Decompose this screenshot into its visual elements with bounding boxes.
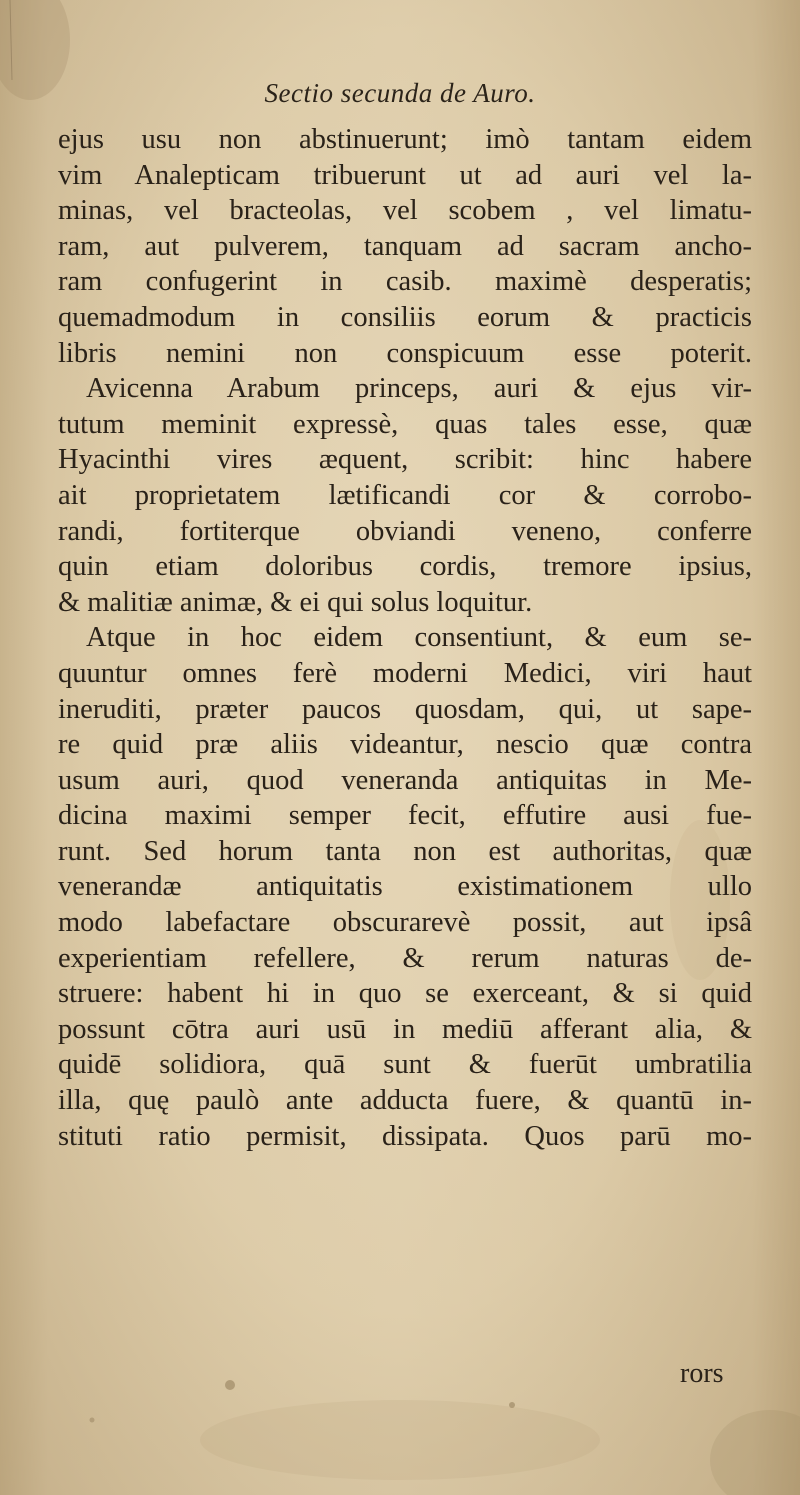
text-line: Hyacinthi vires æquent, scribit: hinc habere [58,444,752,476]
body-text [58,122,752,1154]
text-line: re quid præ aliis videantur, nescio quæ contra [58,729,752,761]
text-line: usum auri, quod veneranda antiquitas in Me- [58,764,752,796]
text-line: possunt cōtra auri usū in mediū afferant alia, & [58,1013,752,1045]
text-line: randi, fortiterque obviandi veneno, conferre [58,515,752,547]
running-head: Sectio secunda de Auro. [264,78,536,108]
catchword: rors [680,1358,724,1389]
text-line: ejus usu non abstinuerunt; imò tantam eidem [58,124,752,155]
text-line: & malitiæ animæ, & ei qui solus loquitur. [58,586,533,618]
text-line: libris nemini non conspicuum esse poterit. [58,337,752,369]
text-line: tutum meminit expressè, quas tales esse, quæ [58,408,752,440]
text-line: stituti ratio permisit, dissipata. Quos parū mo- [58,1120,752,1152]
text-line: venerandæ antiquitatis existimationem ullo [58,871,752,903]
text-line: struere: habent hi in quo se exerceant, & si quid [58,978,752,1010]
text-line: ineruditi, præter paucos quosdam, qui, ut sape- [58,693,752,725]
text-line: quemadmodum in consiliis eorum & practicis [58,301,752,333]
text-line: quuntur omnes ferè moderni Medici, viri haut [58,657,752,689]
text-line: ram, aut pulverem, tanquam ad sacram ancho- [58,230,752,262]
text-line: experientiam refellere, & rerum naturas de- [58,942,752,974]
text-line: quin etiam doloribus cordis, tremore ipsius, [58,551,752,583]
text-line: minas, vel bracteolas, vel scobem , vel limatu- [58,195,752,227]
text-line: modo labefactare obscurarevè possit, aut ipsâ [58,907,752,939]
text-line: quidē solidiora, quā sunt & fuerūt umbratilia [58,1049,752,1081]
text-line: illa, quę paulò ante adducta fuere, & quantū in- [58,1085,752,1117]
text-line: runt. Sed horum tanta non est authoritas, quæ [58,835,752,867]
text-line: vim Analepticam tribuerunt ut ad auri vel la- [58,159,752,191]
text-line: Atque in hoc eidem consentiunt, & eum se- [86,622,752,654]
text-line: ram confugerint in casib. maximè desperatis; [58,266,752,298]
text-line: Avicenna Arabum princeps, auri & ejus vir- [86,373,752,405]
text-line: dicina maximi semper fecit, effutire ausi fue- [58,800,752,832]
text-line: ait proprietatem lætificandi cor & corrobo- [58,479,752,511]
